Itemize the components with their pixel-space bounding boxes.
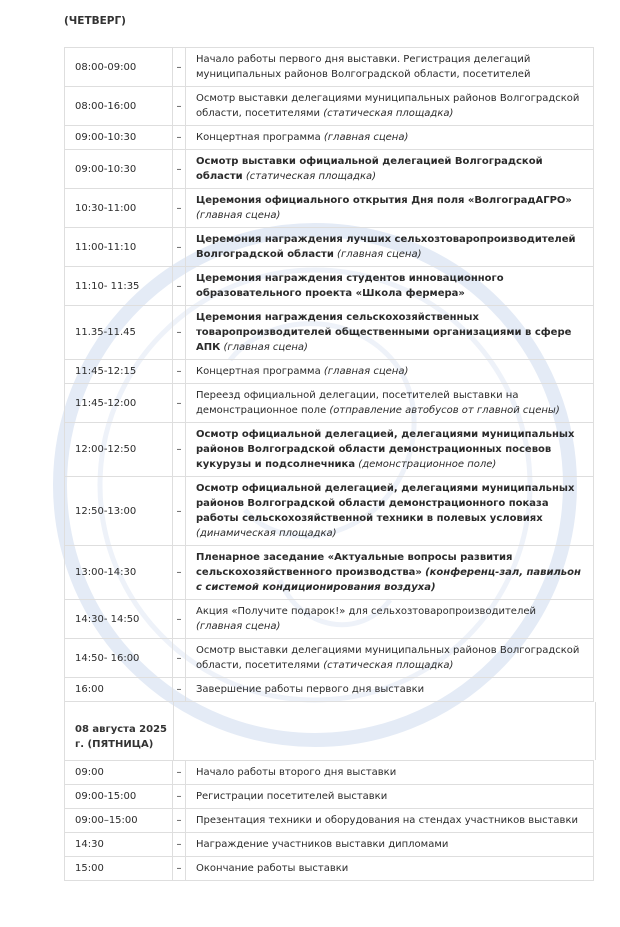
schedule-description <box>186 639 594 678</box>
event-location-note: (демонстрационное поле) <box>358 459 497 470</box>
schedule-dash: – <box>173 761 186 785</box>
day1-schedule-table <box>64 47 594 702</box>
schedule-dash: – <box>173 228 186 267</box>
schedule-description <box>186 267 594 306</box>
schedule-row <box>65 477 594 546</box>
schedule-time: 14:50- 16:00 <box>65 639 173 678</box>
schedule-dash: – <box>173 126 186 150</box>
schedule-description <box>186 228 594 267</box>
schedule-description <box>186 761 594 785</box>
schedule-time: 08:00-09:00 <box>65 48 173 87</box>
event-location-note: (главная сцена) <box>323 132 409 143</box>
schedule-dash: – <box>173 189 186 228</box>
schedule-description <box>186 126 594 150</box>
event-location-note: (главная сцена) <box>337 249 422 260</box>
event-title: Пленарное заседание «Актуальные вопросы развития сельскохозяйственного производства» <box>196 552 513 578</box>
schedule-description <box>186 48 594 87</box>
schedule-row <box>65 360 594 384</box>
schedule-description <box>186 546 594 600</box>
schedule-row <box>65 384 594 423</box>
schedule-row <box>65 126 594 150</box>
schedule-dash: – <box>173 785 186 809</box>
schedule-row <box>65 857 594 881</box>
schedule-description <box>186 360 594 384</box>
event-location-note: (главная сцена) <box>223 342 308 353</box>
event-title: Регистрации посетителей выставки <box>196 791 388 802</box>
schedule-time: 12:00-12:50 <box>65 423 173 477</box>
schedule-row <box>65 189 594 228</box>
schedule-dash: – <box>173 360 186 384</box>
day1-heading: (ЧЕТВЕРГ) <box>64 15 126 27</box>
event-title: Концертная программа <box>196 366 321 377</box>
event-location-note: (динамическая площадка) <box>196 528 337 539</box>
event-title: Начало работы второго дня выставки <box>196 767 397 778</box>
schedule-row <box>65 809 594 833</box>
schedule-description <box>186 306 594 360</box>
schedule-description <box>186 477 594 546</box>
schedule-dash: – <box>173 477 186 546</box>
event-location-note: (отправление автобусов от главной сцены) <box>329 405 560 416</box>
schedule-row <box>65 48 594 87</box>
schedule-time: 09:00–15:00 <box>65 809 173 833</box>
event-title: Презентация техники и оборудования на стендах участников выставки <box>196 815 578 826</box>
event-location-note: (главная сцена) <box>196 210 281 221</box>
event-title: Концертная программа <box>196 132 321 143</box>
schedule-description <box>186 384 594 423</box>
event-title: Осмотр выставки делегациями муниципальных районов Волгоградской области, посетителями <box>196 93 580 119</box>
schedule-description <box>186 678 594 702</box>
schedule-time: 10:30-11:00 <box>65 189 173 228</box>
schedule-time: 09:00-10:30 <box>65 126 173 150</box>
schedule-description <box>186 785 594 809</box>
schedule-description <box>186 857 594 881</box>
schedule-description <box>186 600 594 639</box>
schedule-dash: – <box>173 600 186 639</box>
event-title: Церемония награждения лучших сельхозтоваропроизводителей Волгоградской области <box>196 234 576 260</box>
schedule-time: 13:00-14:30 <box>65 546 173 600</box>
schedule-dash: – <box>173 306 186 360</box>
event-title: Осмотр официальной делегацией, делегациями муниципальных районов Волгоградской области демонстрационных посевов кукурузы и подсолнечника <box>196 429 575 470</box>
day2-heading: 08 августа 2025 г. (ПЯТНИЦА) <box>75 724 168 750</box>
schedule-dash: – <box>173 48 186 87</box>
event-location-note: (главная сцена) <box>323 366 409 377</box>
schedule-description <box>186 833 594 857</box>
event-location-note: (статическая площадка) <box>323 108 454 119</box>
schedule-time: 11:10- 11:35 <box>65 267 173 306</box>
day2-schedule-table <box>64 760 594 881</box>
event-title: Осмотр выставки официальной делегацией Волгоградской области <box>196 156 543 182</box>
schedule-time: 14:30 <box>65 833 173 857</box>
schedule-row <box>65 228 594 267</box>
schedule-row <box>65 785 594 809</box>
event-title: Осмотр официальной делегацией, делегациями муниципальных районов Волгоградской области демонстрационного показа работы сельскохозяйственной техники в полевых условиях <box>196 483 575 524</box>
event-title: Церемония награждения студентов инновационного образовательного проекта «Школа фермера» <box>196 273 504 299</box>
event-title: Осмотр выставки делегациями муниципальных районов Волгоградской области, посетителями <box>196 645 580 671</box>
day2-heading-row <box>64 702 596 760</box>
schedule-row <box>65 306 594 360</box>
schedule-row <box>65 678 594 702</box>
schedule-dash: – <box>173 423 186 477</box>
schedule-row <box>65 761 594 785</box>
schedule-dash: – <box>173 150 186 189</box>
schedule-dash: – <box>173 546 186 600</box>
schedule-description <box>186 87 594 126</box>
schedule-time: 09:00 <box>65 761 173 785</box>
schedule-dash: – <box>173 267 186 306</box>
event-title: Награждение участников выставки дипломами <box>196 839 449 850</box>
schedule-dash: – <box>173 87 186 126</box>
event-title: Переезд официальной делегации, посетителей выставки на демонстрационное поле <box>196 390 519 416</box>
schedule-row <box>65 600 594 639</box>
schedule-row <box>65 87 594 126</box>
schedule-row <box>65 423 594 477</box>
schedule-time: 14:30- 14:50 <box>65 600 173 639</box>
event-location-note: (главная сцена) <box>196 621 281 632</box>
schedule-time: 09:00-15:00 <box>65 785 173 809</box>
event-title: Церемония официального открытия Дня поля «ВолгоградАГРО» <box>196 195 572 206</box>
event-location-note: (статическая площадка) <box>323 660 454 671</box>
schedule-row <box>65 150 594 189</box>
schedule-time: 16:00 <box>65 678 173 702</box>
schedule-time: 11.35-11.45 <box>65 306 173 360</box>
schedule-dash: – <box>173 678 186 702</box>
schedule-row <box>65 639 594 678</box>
schedule-dash: – <box>173 857 186 881</box>
schedule-dash: – <box>173 833 186 857</box>
schedule-time: 09:00-10:30 <box>65 150 173 189</box>
event-location-note: (статическая площадка) <box>245 171 377 182</box>
schedule-time: 11:45-12:00 <box>65 384 173 423</box>
schedule-row <box>65 833 594 857</box>
schedule-dash: – <box>173 639 186 678</box>
schedule-description <box>186 809 594 833</box>
schedule-time: 15:00 <box>65 857 173 881</box>
schedule-time: 12:50-13:00 <box>65 477 173 546</box>
schedule-time: 11:45-12:15 <box>65 360 173 384</box>
event-title: Завершение работы первого дня выставки <box>196 684 425 695</box>
event-title: Окончание работы выставки <box>196 863 349 874</box>
schedule-time: 08:00-16:00 <box>65 87 173 126</box>
event-location-note: (конференц-зал, павильон с системой кондиционирования воздуха) <box>196 567 581 593</box>
schedule-row <box>65 546 594 600</box>
event-title: Церемония награждения сельскохозяйственных товаропроизводителей общественными организациями в сфере АПК <box>196 312 572 353</box>
event-title: Начало работы первого дня выставки. Регистрация делегаций муниципальных районов Волгоградской области, посетителей <box>196 54 531 80</box>
schedule-description <box>186 189 594 228</box>
schedule-dash: – <box>173 809 186 833</box>
schedule-description <box>186 150 594 189</box>
schedule-dash: – <box>173 384 186 423</box>
schedule-row <box>65 267 594 306</box>
schedule-time: 11:00-11:10 <box>65 228 173 267</box>
event-title: Акция «Получите подарок!» для сельхозтоваропроизводителей <box>196 606 537 617</box>
schedule-description <box>186 423 594 477</box>
